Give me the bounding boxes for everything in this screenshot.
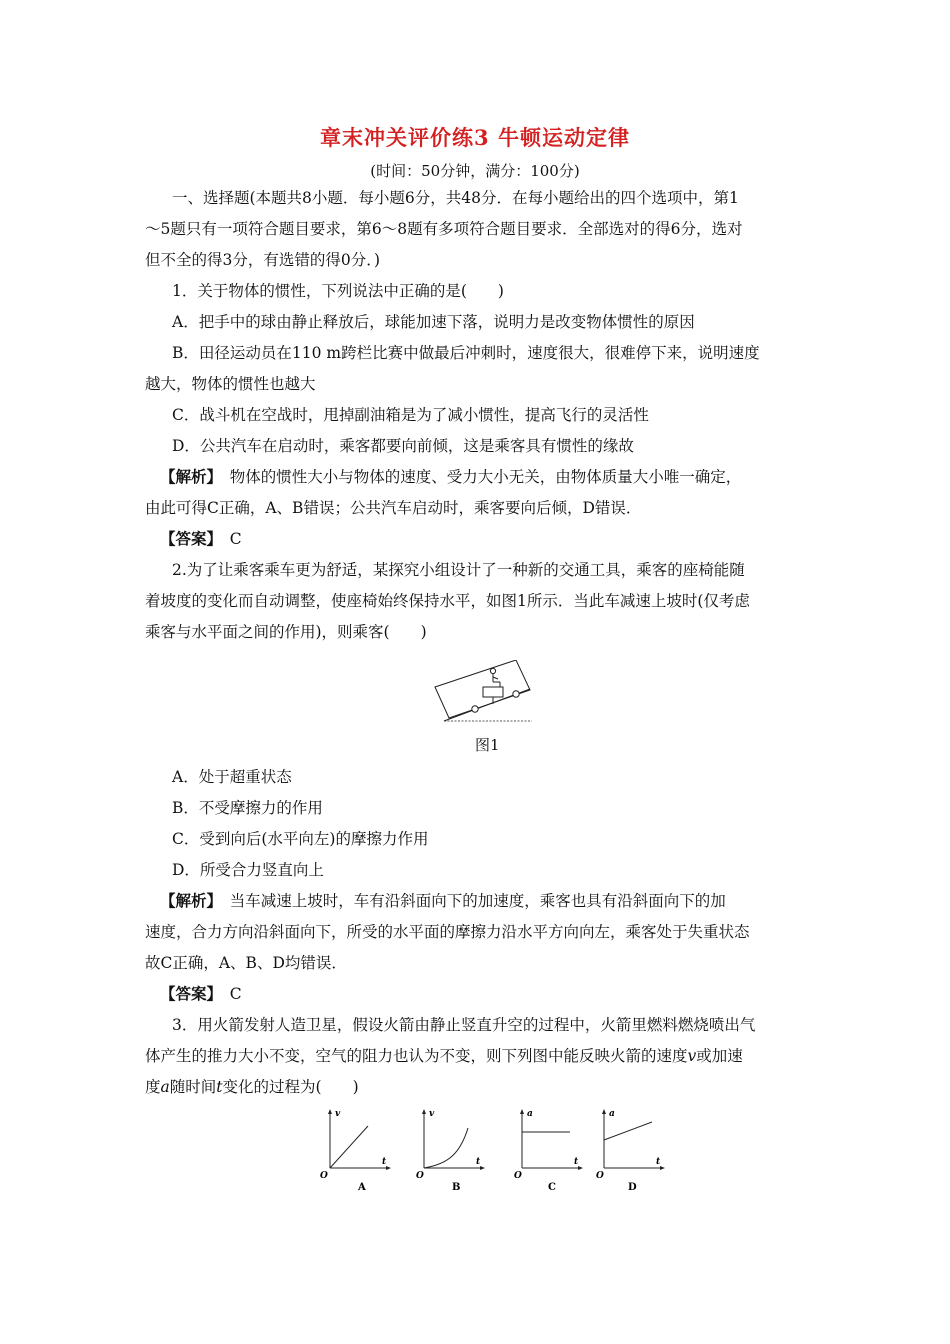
section-instructions-line3: 但不全的得3分，有选错的得0分．) (145, 251, 381, 269)
q2-stem-line3: 乘客与水平面之间的作用)，则乘客( ) (145, 623, 427, 641)
graph-d-y-label: a (609, 1109, 615, 1119)
q2-analysis-text: 当车减速上坡时，车有沿斜面向下的加速度，乘客也具有沿斜面向下的加 (229, 892, 726, 910)
section-instructions-line2: ～5题只有一项符合题目要求，第6～8题有多项符合题目要求．全部选对的得6分，选对 (145, 220, 743, 238)
q1-analysis-text: 物体的惯性大小与物体的速度、受力大小无关，由物体质量大小唯一确定， (229, 468, 742, 486)
q1-stem: 1．关于物体的惯性，下列说法中正确的是( ) (172, 282, 504, 300)
q2-analysis-line2: 速度，合力方向沿斜面向下，所受的水平面的摩擦力沿水平方向向左，乘客处于失重状态 (145, 923, 750, 941)
q2-option-c: C．受到向后(水平向左)的摩擦力作用 (172, 830, 429, 848)
graph-c-y-label: a (527, 1109, 533, 1119)
graph-c-label: C (548, 1182, 556, 1193)
graph-d-label: D (628, 1182, 637, 1193)
graph-b-label: B (452, 1182, 461, 1193)
graph-b-origin: O (416, 1171, 424, 1181)
q3-stem-line2 (145, 1046, 743, 1066)
graph-c (514, 1109, 583, 1193)
answer-tag: 【答案】 (160, 984, 215, 1003)
graph-b (416, 1109, 485, 1193)
q1-option-d: D．公共汽车在启动时，乘客都要向前倾，这是乘客具有惯性的缘故 (172, 437, 634, 455)
q3-stem-line2-text: 体产生的推力大小不变，空气的阻力也认为不变，则下列图中能反映火箭的速度 (145, 1047, 688, 1065)
q3-stem-line3-b: 随时间 (169, 1078, 217, 1096)
page-subtitle: (时间：50分钟，满分：100分) (370, 162, 580, 180)
q2-stem-line2: 着坡度的变化而自动调整，使座椅始终保持水平，如图1所示．当此车减速上坡时(仅考虑 (145, 592, 750, 610)
analysis-tag: 【解析】 (160, 467, 215, 486)
section-instructions-line1: 一、选择题(本题共8小题．每小题6分，共48分．在每小题给出的四个选项中，第1 (172, 189, 739, 207)
q1-option-b-line1: B．田径运动员在110 m跨栏比赛中做最后冲刺时，速度很大，很难停下来，说明速度 (172, 344, 760, 362)
q1-option-c: C．战斗机在空战时，甩掉副油箱是为了减小惯性，提高飞行的灵活性 (172, 406, 649, 424)
graph-b-x-label: t (476, 1157, 481, 1167)
graph-a (320, 1109, 391, 1193)
q3-stem-line2-end: 或加速 (696, 1047, 743, 1065)
q1-option-a: A．把手中的球由静止释放后，球能加速下落，说明力是改变物体惯性的原因 (172, 313, 695, 331)
page-title: 章末冲关评价练3 牛顿运动定律 (320, 125, 630, 150)
graph-a-label: A (358, 1182, 366, 1193)
q2-analysis-line3: 故C正确，A、B、D均错误． (145, 954, 347, 972)
var-t: t (216, 1078, 223, 1096)
var-v: v (687, 1047, 697, 1065)
q2-option-b: B．不受摩擦力的作用 (172, 799, 323, 817)
q3-stem-line3-c: 变化的过程为( ) (222, 1078, 359, 1096)
q1-answer (160, 529, 242, 549)
q1-analysis-line1 (160, 467, 741, 487)
answer-tag: 【答案】 (160, 529, 215, 548)
graph-d-origin: O (596, 1171, 604, 1181)
q2-option-a: A．处于超重状态 (172, 768, 292, 786)
q2-answer-value: C (229, 985, 242, 1003)
q3-answer-graphs (318, 1106, 678, 1196)
graph-b-y-label: v (429, 1109, 435, 1119)
figure-1-label: 图1 (475, 736, 500, 754)
q2-answer (160, 984, 242, 1004)
graph-a-origin: O (320, 1171, 328, 1181)
graph-c-x-label: t (574, 1157, 579, 1167)
var-a: a (160, 1078, 170, 1096)
graph-a-x-label: t (382, 1157, 387, 1167)
q2-stem-line1: 2.为了让乘客乘车更为舒适，某探究小组设计了一种新的交通工具，乘客的座椅能随 (172, 561, 745, 579)
q2-option-d: D．所受合力竖直向上 (172, 861, 324, 879)
q1-analysis-line2: 由此可得C正确，A、B错误；公共汽车启动时，乘客要向后倾，D错误． (145, 499, 642, 517)
q1-answer-value: C (229, 530, 242, 548)
q3-stem-line1: 3．用火箭发射人造卫星，假设火箭由静止竖直升空的过程中，火箭里燃料燃烧喷出气 (172, 1016, 756, 1034)
q2-analysis-line1 (160, 891, 726, 911)
figure-1-incline-car (430, 660, 540, 726)
graph-d-x-label: t (656, 1157, 661, 1167)
graph-d (596, 1109, 665, 1193)
graph-c-origin: O (514, 1171, 522, 1181)
analysis-tag: 【解析】 (160, 891, 215, 910)
q3-stem-line3-a: 度 (145, 1078, 161, 1096)
graph-a-y-label: v (335, 1109, 341, 1119)
q3-stem-line3 (145, 1077, 359, 1097)
q1-option-b-line2: 越大，物体的惯性也越大 (145, 375, 316, 393)
